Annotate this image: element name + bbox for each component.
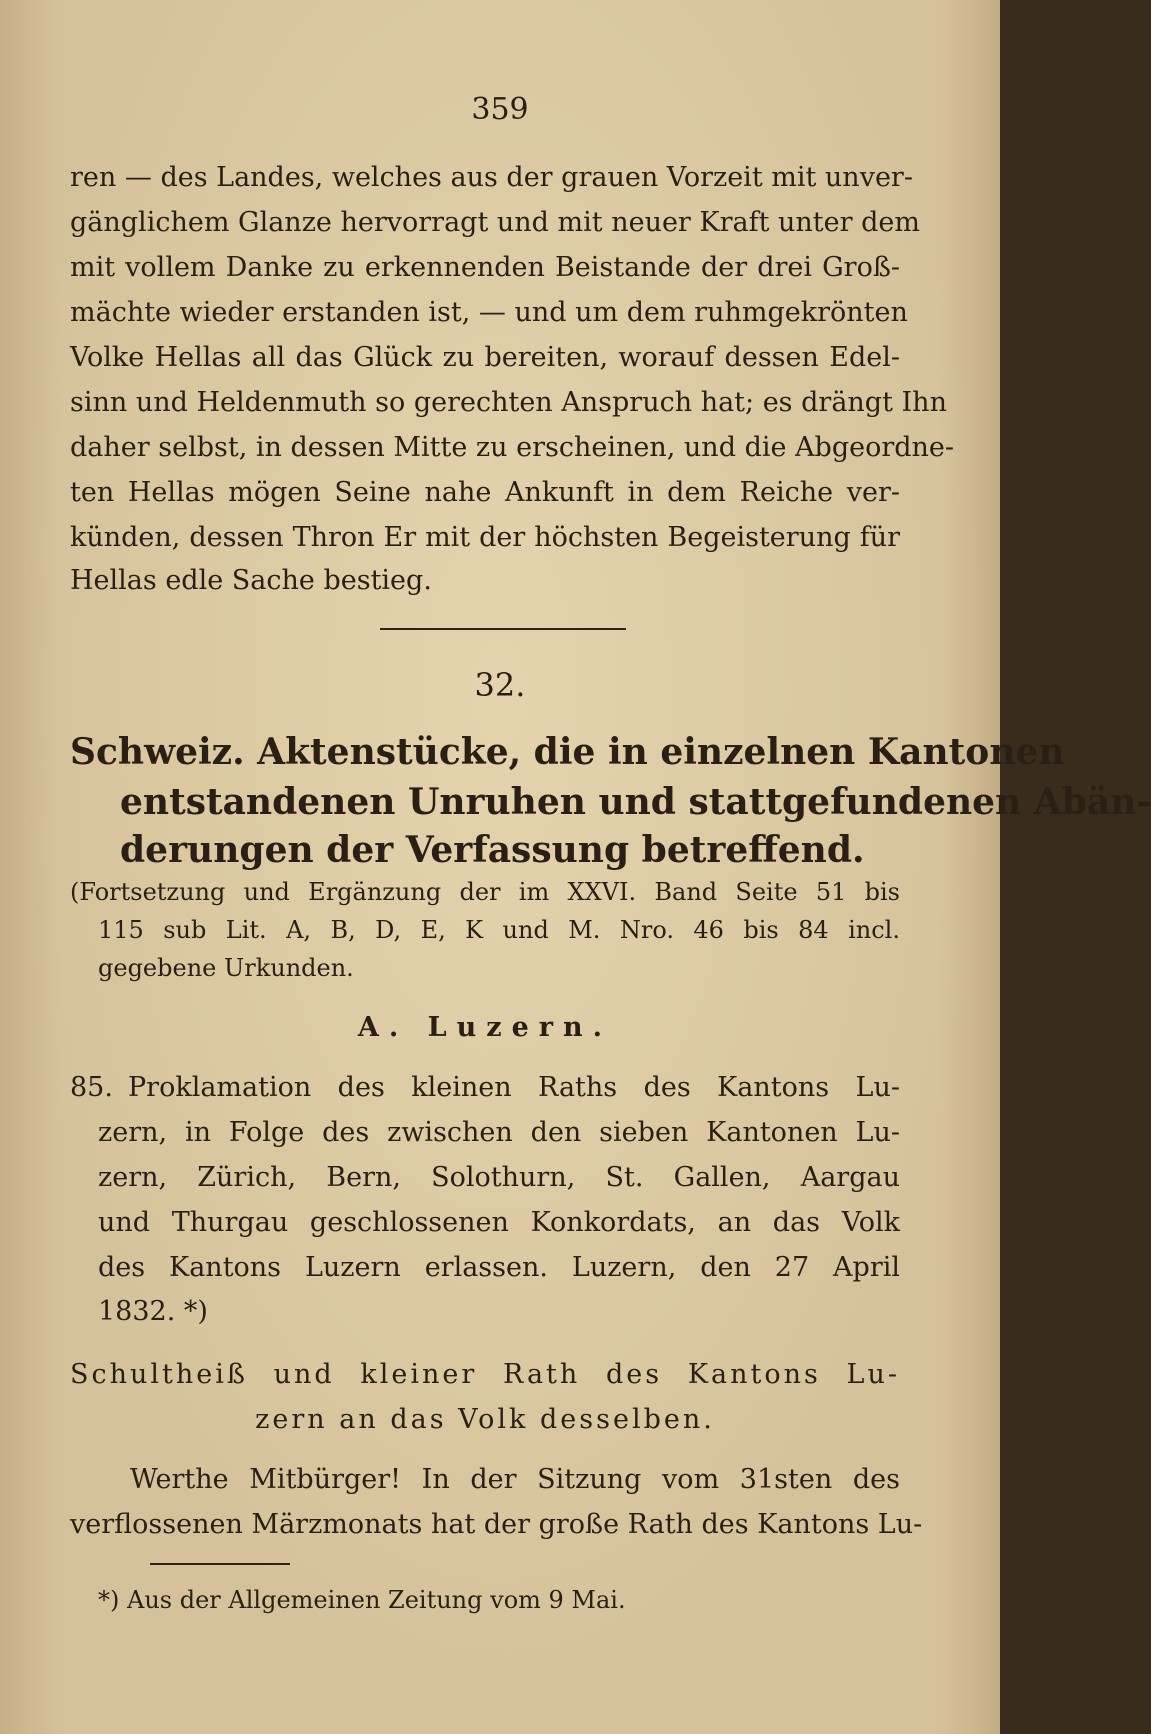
text-line: ten Hellas mögen Seine nahe Ankunft in dem Reiche ver- bbox=[70, 477, 900, 508]
section-divider bbox=[380, 628, 626, 630]
text-line: sinn und Heldenmuth so gerechten Anspruch hat; es drängt Ihn bbox=[70, 387, 947, 418]
note-line: gegebene Urkunden. bbox=[98, 954, 354, 982]
text-line: Hellas edle Sache bestieg. bbox=[70, 565, 432, 596]
heading-line: derungen der Verfassung betreffend. bbox=[120, 829, 865, 871]
heading-line: entstandenen Unruhen und stattgefundenen Abän- bbox=[120, 781, 1151, 823]
text-line: Volke Hellas all das Glück zu bereiten, worauf dessen Edel- bbox=[70, 342, 900, 373]
footnote-divider bbox=[150, 1563, 290, 1565]
note-line: 115 sub Lit. A, B, D, E, K und M. Nro. 46 bis 84 incl. bbox=[98, 916, 900, 944]
text-line: daher selbst, in dessen Mitte zu erscheinen, und die Abgeordne- bbox=[70, 432, 955, 463]
text-line: mit vollem Danke zu erkennenden Beistande der drei Groß- bbox=[70, 252, 900, 283]
text-line: Werthe Mitbürger! In der Sitzung vom 31sten des bbox=[130, 1464, 900, 1495]
text-line: ren — des Landes, welches aus der grauen Vorzeit mit unver- bbox=[70, 162, 913, 193]
text-line: künden, dessen Thron Er mit der höchsten Begeisterung für bbox=[70, 522, 900, 553]
item-number: 85. bbox=[70, 1072, 113, 1103]
subsection-heading: A. Luzern. bbox=[357, 1012, 613, 1043]
address-line: Schultheiß und kleiner Rath des Kantons Lu- bbox=[70, 1359, 900, 1390]
section-number: 32. bbox=[474, 666, 526, 704]
address-line: zern an das Volk desselben. bbox=[255, 1404, 715, 1435]
item-line: zern, Zürich, Bern, Solothurn, St. Gallen, Aargau bbox=[98, 1162, 900, 1193]
item-line: Proklamation des kleinen Raths des Kantons Lu- bbox=[128, 1072, 900, 1103]
text-line: verflossenen Märzmonats hat der große Rath des Kantons Lu- bbox=[70, 1509, 923, 1540]
text-line: mächte wieder erstanden ist, — und um dem ruhmgekrönten bbox=[70, 297, 908, 328]
note-line: (Fortsetzung und Ergänzung der im XXVI. Band Seite 51 bis bbox=[70, 878, 900, 906]
text-line: gänglichem Glanze hervorragt und mit neuer Kraft unter dem bbox=[70, 207, 920, 238]
item-line: 1832. *) bbox=[98, 1296, 208, 1327]
page-number: 359 bbox=[471, 92, 529, 127]
heading-line: Schweiz. Aktenstücke, die in einzelnen Kantonen bbox=[70, 731, 1065, 773]
item-line: und Thurgau geschlossenen Konkordats, an das Volk bbox=[98, 1207, 900, 1238]
item-line: zern, in Folge des zwischen den sieben Kantonen Lu- bbox=[98, 1117, 900, 1148]
item-line: des Kantons Luzern erlassen. Luzern, den 27 April bbox=[98, 1252, 900, 1283]
footnote: *) Aus der Allgemeinen Zeitung vom 9 Mai. bbox=[98, 1586, 626, 1614]
